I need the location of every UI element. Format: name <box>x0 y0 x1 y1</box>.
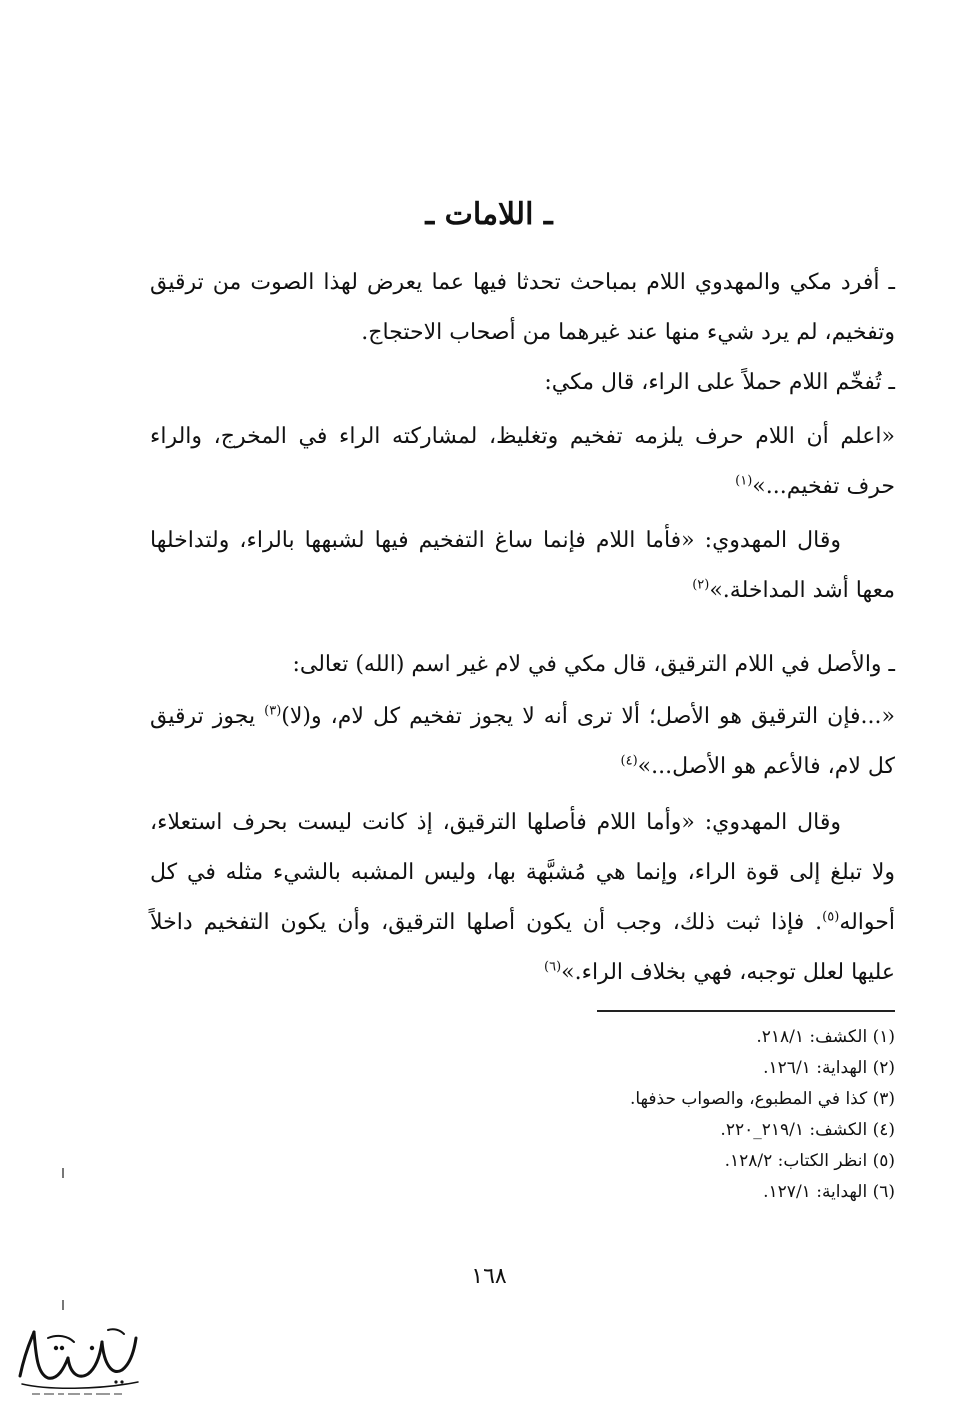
quote-mahdawi-2 <box>150 798 895 998</box>
footnote-item: (٣) كذا في المطبوع، والصواب حذفها. <box>629 1089 895 1109</box>
quote-makki-2 <box>150 692 895 792</box>
paragraph-intro <box>150 258 895 358</box>
quote-text <box>150 412 895 512</box>
paragraph-tafkhim <box>150 358 895 408</box>
footnote-item: (١) الكشف: ٢١٨/١. <box>756 1027 895 1047</box>
paragraph-text: ـ أفرد مكي والمهدوي اللام بمباحث تحدثا فيها عما يعرض لهذا الصوت من ترقيق وتفخيم، لم يرد شيء منها عند غيرهما من أصحاب الاحتجاج. <box>150 270 895 345</box>
footnotes <box>150 1022 895 1208</box>
quote-body: وقال المهدوي: «فأما اللام فإنما ساغ التفخيم فيها لشبهها بالراء، ولتداخلها معها أشد المداخلة.» <box>150 528 895 603</box>
quote-text <box>150 692 895 792</box>
quote-makki-1 <box>150 412 895 512</box>
quote-body: «...فإن الترقيق هو الأصل؛ ألا ترى أنه لا يجوز تفخيم كل لام، و(لا) <box>281 704 895 729</box>
scan-speck <box>62 1168 64 1178</box>
paragraph-text: ـ والأصل في اللام الترقيق، قال مكي في لام غير اسم (الله) تعالى: <box>292 652 895 677</box>
section-heading: ـ اللامات ـ <box>425 197 553 232</box>
footnote-ref: (٢) <box>692 577 710 593</box>
quote-text <box>150 798 895 998</box>
footnote-ref: (٣) <box>264 703 282 719</box>
footnote-ref: (٥) <box>822 909 840 925</box>
footnote-item: (٤) الكشف: ٢١٩/١_٢٢٠. <box>720 1120 895 1140</box>
page-number: ١٦٨ <box>471 1264 507 1289</box>
paragraph-text: ـ تُفخّم اللام حملاً على الراء، قال مكي: <box>544 370 895 395</box>
quote-body: «اعلم أن اللام حرف يلزمه تفخيم وتغليظ، لمشاركته الراء في المخرج، والراء حرف تفخيم...» <box>150 424 895 499</box>
calligraphy-stamp-logo <box>8 1318 148 1402</box>
footnote-ref: (٦) <box>544 959 562 975</box>
footnote-ref: (٤) <box>620 753 638 769</box>
footnote-item: (٦) الهداية: ١٢٧/١. <box>763 1182 895 1202</box>
quote-text <box>150 516 895 616</box>
scan-speck <box>62 1300 64 1310</box>
quote-body: وقال المهدوي: «وأما اللام فأصلها الترقيق، إذ كانت ليست بحرف استعلاء، ولا تبلغ إلى قوة الراء، وإنما هي مُشبَّهة بها، وليس المشبه بالشيء مثله في كل أحواله <box>150 810 895 935</box>
footnote-item: (٢) الهداية: ١٢٦/١. <box>763 1058 895 1078</box>
paragraph-tarqiq <box>150 640 895 690</box>
footnote-ref: (١) <box>735 473 753 489</box>
footnote-item: (٥) انظر الكتاب: ١٢٨/٢. <box>724 1151 895 1171</box>
footnote-divider <box>597 1010 895 1012</box>
quote-body: يجوز ترقيق كل لام، فالأعم هو الأصل...» <box>150 704 895 779</box>
quote-mahdawi-1 <box>150 516 895 616</box>
quote-body: . فإذا ثبت ذلك، وجب أن يكون أصلها الترقيق، وأن يكون التفخيم داخلاً عليها لعلل توجبه، فهي بخلاف الراء.» <box>150 910 895 985</box>
